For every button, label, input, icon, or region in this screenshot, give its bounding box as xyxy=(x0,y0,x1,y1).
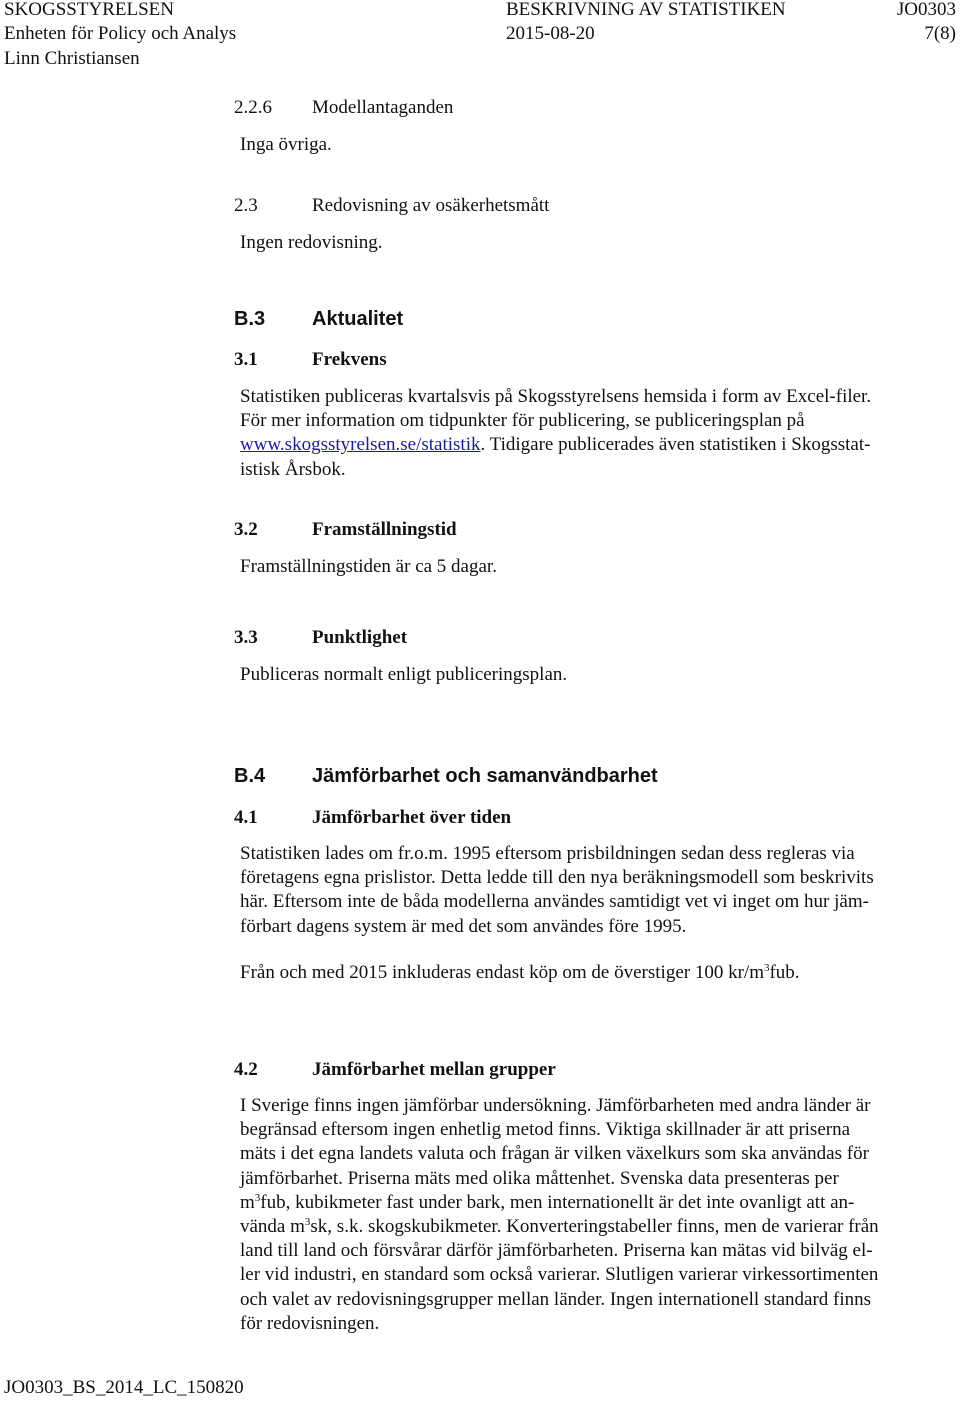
paragraph-line: land till land och försvårar därför jämförbarheten. Priserna kan mätas vid bilväg el- xyxy=(240,1240,873,1262)
section-number: 3.2 xyxy=(234,519,258,540)
section-number: 2.3 xyxy=(234,195,258,216)
header-page-number: 7(8) xyxy=(924,23,956,44)
header-doc-code: JO0303 xyxy=(896,0,956,20)
paragraph-line xyxy=(240,433,940,457)
header-date: 2015-08-20 xyxy=(506,23,595,44)
section-4-1-paragraph xyxy=(240,842,940,939)
section-number: 4.1 xyxy=(234,807,258,828)
paragraph-line: och valet av redovisningsgrupper mellan länder. Ingen internationell standard finns xyxy=(240,1288,872,1310)
paragraph-line: mäts i det egna landets valuta och frågan är vilken växelkurs som ska användas för xyxy=(240,1143,869,1165)
paragraph-text: vända m xyxy=(240,1216,305,1238)
chapter-title: Jämförbarhet och samanvändbarhet xyxy=(312,765,658,787)
paragraph-text: . Tidigare publicerades även statistiken i Skogsstat- xyxy=(480,434,871,456)
statistik-link[interactable]: www.skogsstyrelsen.se/statistik xyxy=(240,434,481,456)
section-title: Redovisning av osäkerhetsmått xyxy=(312,195,550,216)
paragraph-line: för redovisningen. xyxy=(240,1312,380,1334)
section-title: Frekvens xyxy=(312,349,387,370)
paragraph-text: sk, s.k. skogskubikmeter. Konverteringstabeller finns, men de varierar från xyxy=(310,1216,879,1238)
section-4-1-paragraph-2 xyxy=(240,961,940,985)
paragraph-line: här. Eftersom inte de båda modellerna användes samtidigt vet vi inget om hur jäm- xyxy=(240,891,869,913)
chapter-number: B.3 xyxy=(234,308,266,330)
chapter-title: Aktualitet xyxy=(312,308,404,330)
section-title: Punktlighet xyxy=(312,627,408,648)
superscript: 3 xyxy=(304,1216,311,1229)
paragraph-line xyxy=(240,961,940,985)
section-title: Modellantaganden xyxy=(312,97,454,118)
section-3-1-paragraph xyxy=(240,385,940,482)
section-number: 3.1 xyxy=(234,349,258,370)
section-2-3-text: Ingen redovisning. xyxy=(240,232,383,253)
section-title: Jämförbarhet över tiden xyxy=(312,807,512,828)
paragraph-line: begränsad eftersom ingen enhetlig metod finns. Viktiga skillnader är att priserna xyxy=(240,1119,851,1141)
paragraph-line: ler vid industri, en standard som också varierar. Slutligen varierar virkessortimenten xyxy=(240,1264,879,1286)
paragraph-line: För mer information om tidpunkter för publicering, se publiceringsplan på xyxy=(240,410,805,432)
header-doc-type: BESKRIVNING AV STATISTIKEN xyxy=(506,0,786,20)
chapter-number: B.4 xyxy=(234,765,266,787)
paragraph-text: fub, kubikmeter fast under bark, men internationellt är det inte ovanligt att an- xyxy=(260,1191,855,1213)
paragraph-line: förbart dagens system är med det som användes före 1995. xyxy=(240,915,687,937)
superscript: 3 xyxy=(763,962,770,974)
paragraph-line: istisk Årsbok. xyxy=(240,458,346,480)
section-3-3-text: Publiceras normalt enligt publiceringsplan. xyxy=(240,664,568,685)
paragraph-line xyxy=(240,1191,940,1215)
paragraph-line xyxy=(240,1215,940,1239)
section-number: 4.2 xyxy=(234,1059,258,1080)
paragraph-line: Statistiken lades om fr.o.m. 1995 eftersom prisbildningen sedan dess regleras via xyxy=(240,843,855,864)
paragraph-text: Från och med 2015 inkluderas endast köp om de överstiger 100 kr/m xyxy=(240,962,764,983)
paragraph-line: I Sverige finns ingen jämförbar undersökning. Jämförbarheten med andra länder är xyxy=(240,1095,871,1116)
header-org: SKOGSSTYRELSEN xyxy=(4,0,174,20)
paragraph-line: Statistiken publiceras kvartalsvis på Skogsstyrelsens hemsida i form av Excel-filer. xyxy=(240,386,872,407)
section-4-2-paragraph xyxy=(240,1094,940,1336)
header-unit: Enheten för Policy och Analys xyxy=(4,23,237,44)
section-title: Jämförbarhet mellan grupper xyxy=(312,1059,556,1080)
paragraph-line: jämförbarhet. Priserna mäts med olika måttenhet. Svenska data presenteras per xyxy=(240,1167,839,1189)
paragraph-text: fub. xyxy=(769,962,800,983)
footer-doc-code: JO0303_BS_2014_LC_150820 xyxy=(4,1377,244,1398)
paragraph-text: m xyxy=(240,1191,255,1213)
section-number: 2.2.6 xyxy=(234,97,272,118)
section-number: 3.3 xyxy=(234,627,258,648)
section-2-2-6-text: Inga övriga. xyxy=(240,134,332,155)
section-title: Framställningstid xyxy=(312,519,457,540)
section-3-2-text: Framställningstiden är ca 5 dagar. xyxy=(240,556,497,577)
superscript: 3 xyxy=(254,1191,261,1204)
paragraph-line: företagens egna prislistor. Detta ledde till den nya beräkningsmodell som beskrivits xyxy=(240,867,874,889)
header-author: Linn Christiansen xyxy=(4,48,140,69)
